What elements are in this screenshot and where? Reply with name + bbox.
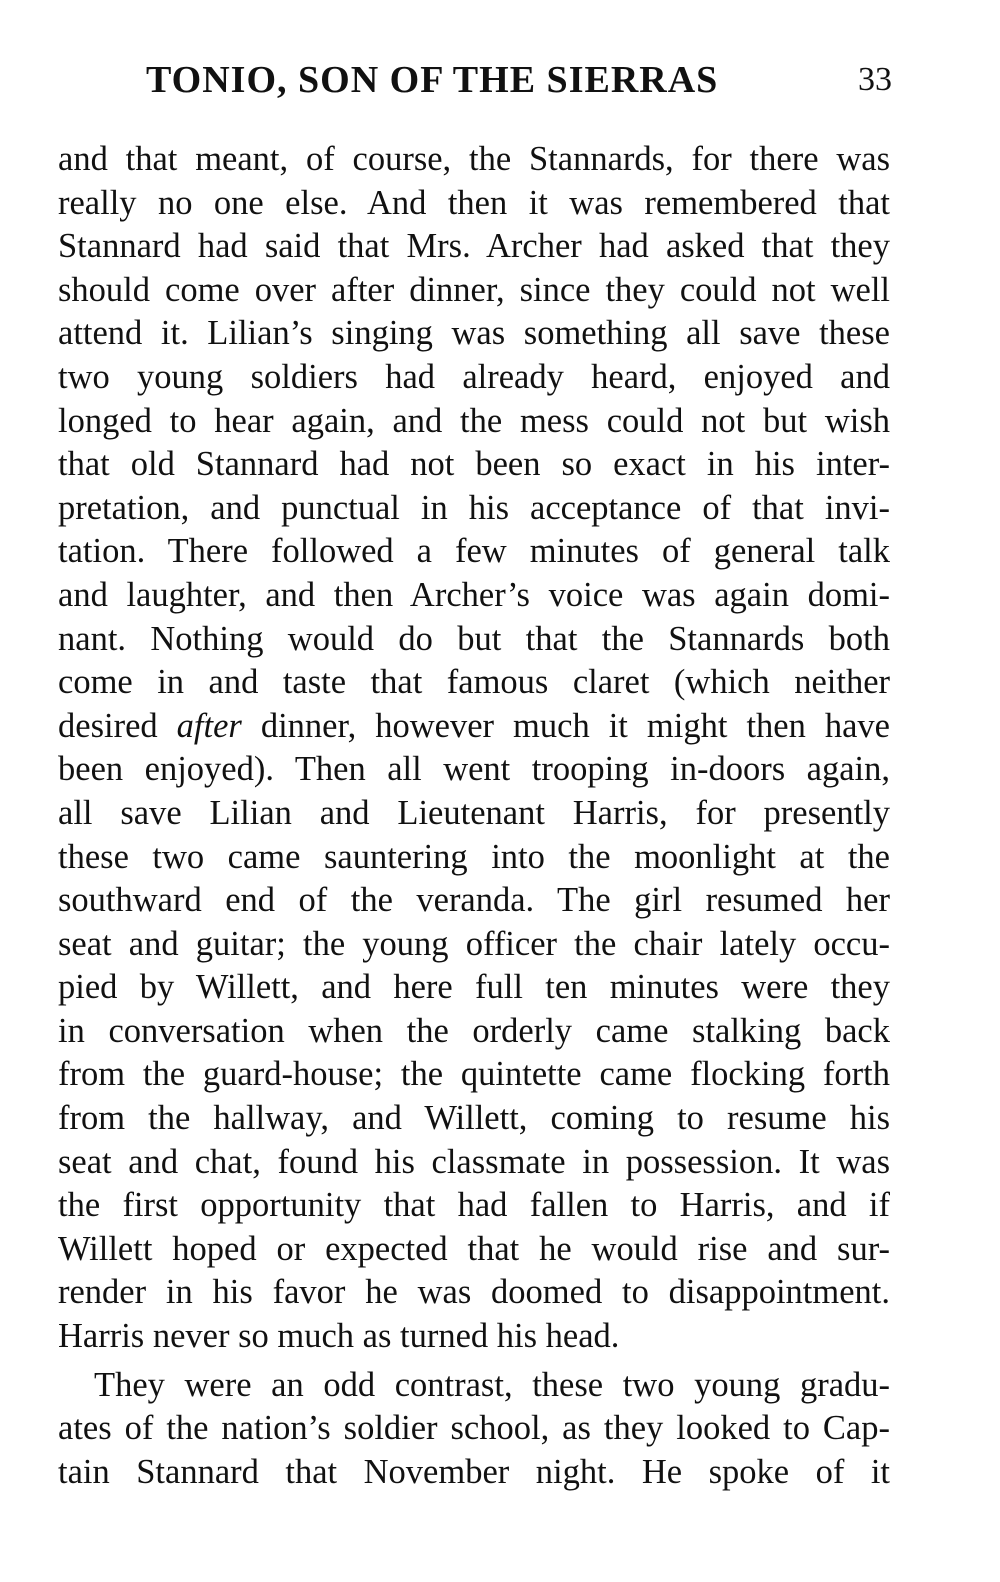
text-line: the first opportunity that had fallen to Harris, and if [58,1186,890,1225]
text-line: from the guard-house; the quintette came flocking forth [58,1055,890,1094]
text-line: southward end of the veranda. The girl resumed her [58,881,890,920]
text-line: and laughter, and then Archer’s voice was again domi- [58,575,890,614]
text-line: pied by Willett, and here full ten minutes were they [58,968,890,1007]
text-line: They were an odd contrast, these two young gradu- [94,1365,890,1404]
running-title: TONIO, SON OF THE SIERRAS [146,59,719,101]
text-line: really no one else. And then it was remembered that [58,183,890,222]
text-line: Stannard had said that Mrs. Archer had asked that they [58,227,890,266]
text-line: tation. There followed a few minutes of general talk [58,532,890,571]
text-line: seat and guitar; the young officer the chair lately occu- [58,924,890,963]
text-line: in conversation when the orderly came stalking back [58,1011,890,1050]
page-number: 33 [858,61,892,98]
body-text [58,138,890,1494]
text-line: pretation, and punctual in his acceptance of that invi- [58,488,890,527]
text-line: all save Lilian and Lieutenant Harris, for presently [58,793,890,832]
running-head [140,56,892,104]
text-line: Harris never so much as turned his head. [58,1317,620,1356]
text-line: that old Stannard had not been so exact in his inter- [58,445,890,484]
text-line: and that meant, of course, the Stannards, for there was [58,140,890,178]
text-line: render in his favor he was doomed to disappointment. [58,1273,890,1312]
paragraph [58,138,890,1359]
text-line: been enjoyed). Then all went trooping in-doors again, [58,750,890,789]
text-line: attend it. Lilian’s singing was something all save these [58,314,890,353]
text-line: nant. Nothing would do but that the Stannards both [58,619,890,658]
text-line: Willett hoped or expected that he would rise and sur- [58,1229,890,1268]
text-line: ates of the nation’s soldier school, as they looked to Cap- [58,1409,890,1448]
text-line: seat and chat, found his classmate in possession. It was [58,1142,890,1181]
paragraph [58,1364,890,1495]
text-line: should come over after dinner, since they could not well [58,270,890,309]
text-line: tain Stannard that November night. He spoke of it [58,1452,890,1491]
text-line: from the hallway, and Willett, coming to resume his [58,1099,890,1138]
text-line: these two came sauntering into the moonlight at the [58,837,890,876]
italic-word: after [176,706,242,745]
text-line: longed to hear again, and the mess could not but wish [58,401,890,440]
text-line: two young soldiers had already heard, enjoyed and [58,357,890,396]
text-line: desired after dinner, however much it might then have [58,706,890,745]
text-line: come in and taste that famous claret (which neither [58,663,890,702]
